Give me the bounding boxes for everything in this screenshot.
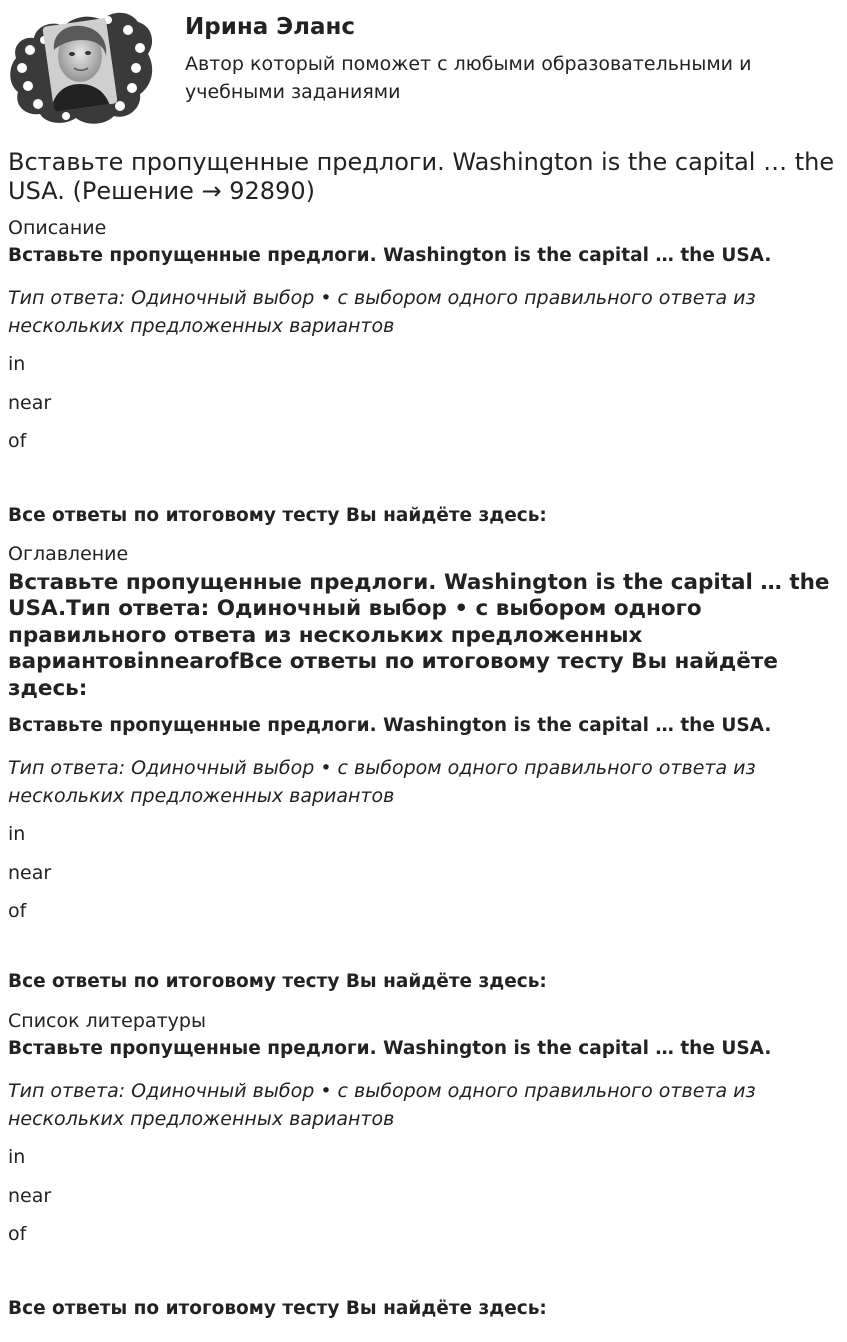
literature-section bbox=[8, 1009, 840, 1319]
question-text: Вставьте пропущенные предлоги. Washington is the capital … the USA. bbox=[8, 245, 772, 266]
option-of: of bbox=[8, 430, 27, 452]
option-near: near bbox=[8, 391, 52, 414]
option-of: of bbox=[8, 1223, 27, 1245]
answer-type: Тип ответа: Одиночный выбор • с выбором одного правильного ответа из нескольких предложенных вариантов bbox=[8, 757, 756, 808]
all-answers-note: Все ответы по итоговому тесту Вы найдёте здесь: bbox=[8, 505, 547, 526]
toc-section bbox=[8, 542, 840, 992]
all-answers-note: Все ответы по итоговому тесту Вы найдёте здесь: bbox=[8, 1298, 547, 1319]
option-of: of bbox=[8, 900, 27, 923]
literature-label: Список литературы bbox=[8, 1010, 206, 1032]
answer-type: Тип ответа: Одиночный выбор • с выбором одного правильного ответа из нескольких предложенных вариантов bbox=[8, 287, 756, 337]
description-section bbox=[8, 216, 840, 526]
author-name[interactable]: Ирина Эланс bbox=[185, 14, 356, 40]
author-avatar[interactable] bbox=[8, 6, 154, 126]
all-answers-note: Все ответы по итоговому тесту Вы найдёте здесь: bbox=[8, 971, 547, 992]
question-text: Вставьте пропущенные предлоги. Washington is the capital … the USA. bbox=[8, 1038, 772, 1059]
option-in: in bbox=[8, 353, 26, 375]
page-title: Вставьте пропущенные предлоги. Washington is the capital … the USA. (Решение → 92890) bbox=[8, 148, 835, 205]
option-in: in bbox=[8, 823, 26, 846]
author-card bbox=[8, 6, 838, 128]
description-label: Описание bbox=[8, 217, 107, 239]
toc-label: Оглавление bbox=[8, 543, 129, 565]
option-near: near bbox=[8, 1184, 52, 1207]
option-in: in bbox=[8, 1146, 26, 1168]
toc-heading: Вставьте пропущенные предлоги. Washington is the capital … the USA.Тип ответа: Одиночный выбор • с выбором одного правильного ответа из нескольких предложенных вариантовinnearofВсе ответы по итоговому тесту Вы найдёте здесь: bbox=[8, 570, 830, 701]
answer-type: Тип ответа: Одиночный выбор • с выбором одного правильного ответа из нескольких предложенных вариантов bbox=[8, 1080, 756, 1130]
option-near: near bbox=[8, 861, 52, 884]
question-text: Вставьте пропущенные предлоги. Washington is the capital … the USA. bbox=[8, 715, 772, 737]
author-description: Автор который поможет с любыми образовательными и учебными заданиями bbox=[185, 53, 752, 103]
